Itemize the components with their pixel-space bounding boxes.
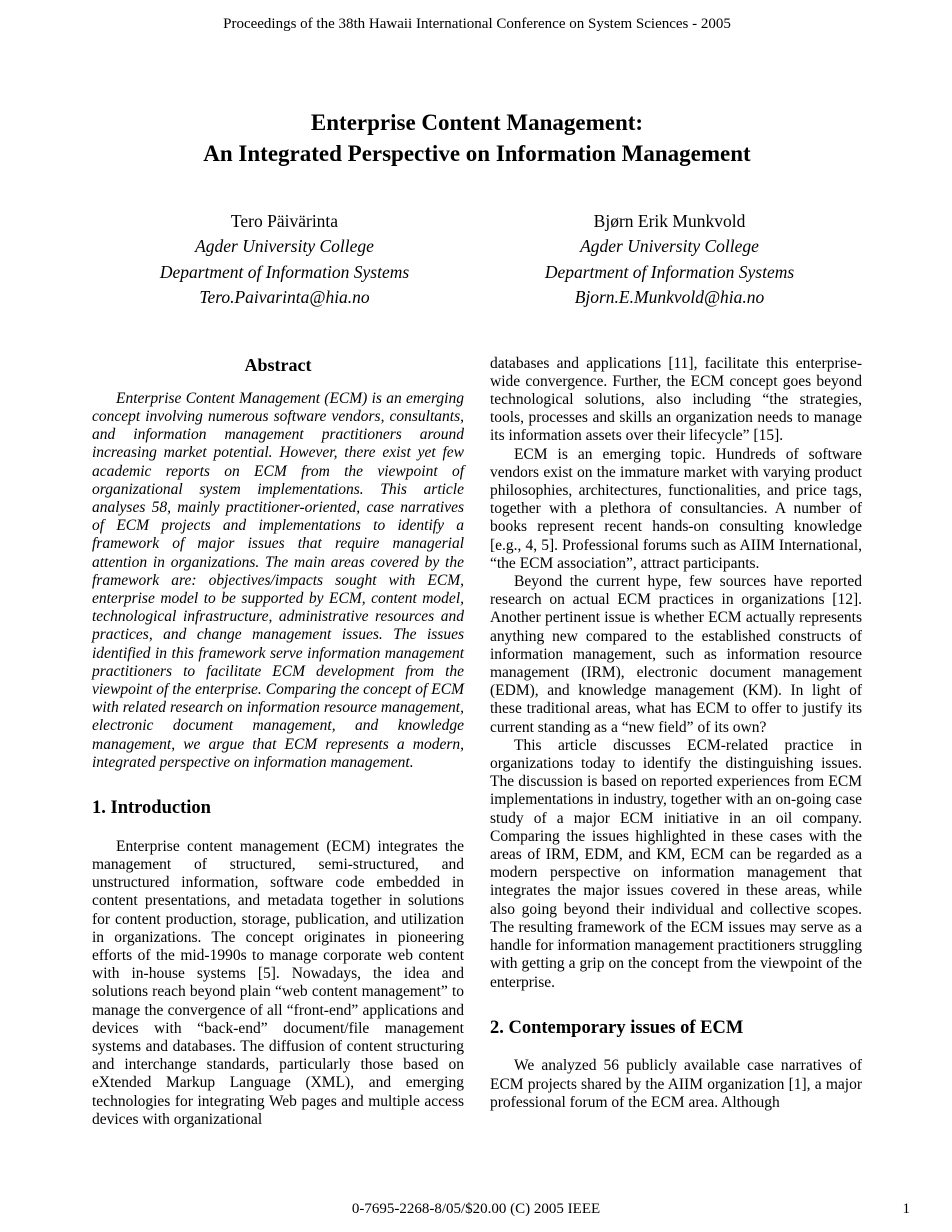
page-number: 1 (902, 1201, 910, 1217)
abstract-heading: Abstract (244, 354, 312, 375)
paper-title (92, 107, 862, 169)
copyright-notice: 0-7695-2268-8/05/$20.00 (C) 2005 IEEE (351, 1201, 601, 1217)
right-column (490, 355, 862, 1129)
author-name: Bjørn Erik Munkvold (593, 211, 746, 232)
author-block-2 (477, 209, 862, 311)
section-2-heading: 2. Contemporary issues of ECM (490, 1017, 744, 1038)
body-paragraph: ECM is an emerging topic. Hundreds of software vendors exist on the immature market with varying product philosophies, architectures, functionalities, and price tags, together with a plethora of consultancies. A number of books represent recent hands-on consulting knowledge [e.g., 4, 5]. Professional forums such as AIIM International, “the ECM association”, attract participants. (490, 445, 862, 572)
body-paragraph: Beyond the current hype, few sources have reported research on actual ECM practices in organizations [12]. Another pertinent issue is whether ECM actually represents anything new compared to the established constructs of information management, such as information resource management (IRM), electronic document management (EDM), and knowledge management (KM). In light of these traditional areas, what has ECM to offer to justify its current standing as a “new field” of its own? (490, 573, 862, 736)
author-email: Tero.Paivarinta@hia.no (199, 287, 370, 308)
two-column-body (92, 355, 862, 1129)
author-department: Department of Information Systems (544, 261, 795, 282)
page-footer (0, 1201, 952, 1218)
author-name: Tero Päivärinta (230, 211, 339, 232)
title-line-1: Enterprise Content Management: (310, 110, 644, 135)
author-affiliation: Agder University College (195, 236, 374, 257)
running-header: Proceedings of the 38th Hawaii International Conference on System Sciences - 2005 (223, 16, 731, 32)
body-paragraph: This article discusses ECM-related practice in organizations today to identify the distinguishing issues. The discussion is based on reported experiences from ECM implementations in industry, together with an on-going case study of a major ECM initiative in an oil company. Comparing the issues highlighted in these cases with the areas of IRM, EDM, and KM, ECM can be regarded as a modern perspective on information management that integrates the major issues covered in these areas, while also going beyond their individual and collective scopes. The resulting framework of the ECM issues may serve as a handle for information management practitioners struggling with getting a grip on the concept from the viewpoint of the enterprise. (490, 736, 862, 991)
title-line-2: An Integrated Perspective on Information Management (203, 141, 751, 167)
left-column (92, 355, 464, 1129)
section-2-paragraph: We analyzed 56 publicly available case narratives of ECM projects shared by the AIIM organization [1], a major professional forum of the ECM area. Although (490, 1057, 862, 1111)
author-block-1 (92, 209, 477, 311)
author-blocks (92, 209, 862, 311)
section-1-heading: 1. Introduction (92, 798, 211, 818)
abstract-text: Enterprise Content Management (ECM) is an emerging concept involving numerous software vendors, consultants, and information management practitioners around increasing market potential. However, there exist yet few academic reports on ECM from the viewpoint of organizational system implementations. This article analyses 58, mainly practitioner-oriented, case narratives of ECM projects and implementations to identify a framework of major issues that require managerial attention in organizations. The main areas covered by the framework are: objectives/impacts sought with ECM, enterprise model to be supported by ECM, content model, technological infrastructure, administrative resources and practices, and change management issues. The issues identified in this framework serve information management practitioners to facilitate ECM development from the viewpoint of the enterprise. Comparing the concept of ECM with related research on information resource management, electronic document management, and knowledge management, we argue that ECM represents a modern, integrated perspective on information management. (92, 389, 464, 771)
author-affiliation: Agder University College (580, 236, 759, 257)
author-department: Department of Information Systems (159, 261, 410, 282)
author-email: Bjorn.E.Munkvold@hia.no (574, 287, 765, 308)
section-1-paragraph: Enterprise content management (ECM) integrates the management of structured, semi-structured, and unstructured information, software code embedded in content presentations, and metadata together in solutions for content production, storage, publication, and utilization in organizations. The concept originates in pioneering efforts of the mid-1990s to manage corporate web content with in-house systems [5]. Nowadays, the idea and solutions reach beyond plain “web content management” to manage the convergence of all “front-end” applications and devices with “back-end” document/file management systems and databases. The diffusion of content structuring and interchange standards, particularly those based on eXtended Markup Language (XML), and emerging technologies for integrating Web pages and multiple access devices with organizational (92, 837, 464, 1128)
body-paragraph: databases and applications [11], facilitate this enterprise-wide convergence. Further, the ECM concept goes beyond technological solutions, also including “the strategies, tools, processes and skills an organization needs to manage its information assets over their lifecycle” [15]. (490, 354, 862, 445)
